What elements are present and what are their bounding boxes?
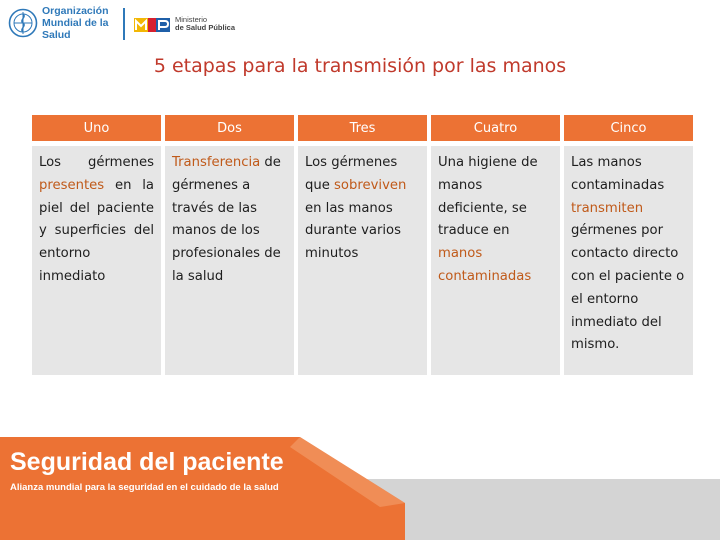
stage-text-1-highlight: presentes (39, 177, 105, 193)
footer-subtitle: Alianza mundial para la seguridad en el cuidado de la salud (10, 482, 279, 493)
stage-text-3-highlight: sobreviven (334, 177, 407, 193)
who-logo-line1: Organización (42, 5, 109, 17)
stage-column-1 (32, 115, 161, 375)
stage-text-3-a: Los gérmenes que (305, 155, 398, 193)
stage-column-3 (298, 115, 427, 375)
stage-header-1: Uno (32, 115, 161, 141)
page-title: 5 etapas para la transmisión por las manos (153, 55, 567, 77)
logo-divider (123, 8, 125, 40)
stage-text-5 (564, 146, 693, 375)
stage-header-2: Dos (165, 115, 294, 141)
footer-title: Seguridad del paciente (10, 448, 284, 476)
msp-logo-line1: Ministerio (175, 14, 208, 24)
stage-text-2-highlight: Transferencia (172, 155, 261, 170)
stage-header-5: Cinco (564, 115, 693, 141)
stage-text-4 (431, 146, 560, 375)
who-logo (8, 5, 120, 41)
stage-text-2-b: de gérmenes a través de las manos de los profesionales de la salud (172, 155, 281, 284)
stage-text-4-a: Una higiene de manos deficiente, se traduce en (438, 155, 538, 239)
msp-emblem-icon (134, 8, 172, 40)
ministerio-logo (134, 8, 238, 40)
msp-logo-line2: de Salud Pública (175, 23, 236, 32)
stage-text-1-a: Los gérmenes (39, 155, 154, 170)
stage-text-2 (165, 146, 294, 375)
who-logo-line2: Mundial de la Salud (42, 17, 109, 41)
stage-text-3-b: en las manos durante varios minutos (305, 200, 401, 262)
who-emblem-icon (8, 8, 38, 38)
stage-text-5-highlight: transmiten (571, 200, 644, 216)
stage-text-5-b: gérmenes por contacto directo con el paciente o el entorno inmediato del mismo. (571, 223, 685, 353)
stage-text-4-highlight: manos contaminadas (438, 246, 532, 284)
stage-header-4: Cuatro (431, 115, 560, 141)
stage-column-5 (564, 115, 693, 375)
stage-text-5-a: Las manos contaminadas (571, 155, 665, 193)
stage-column-2 (165, 115, 294, 375)
stage-column-4 (431, 115, 560, 375)
stage-text-3 (298, 146, 427, 375)
stage-text-1-b: en la piel del paciente y superficies del entorno inmediato (39, 177, 154, 284)
stage-header-3: Tres (298, 115, 427, 141)
stage-text-1 (32, 146, 161, 375)
